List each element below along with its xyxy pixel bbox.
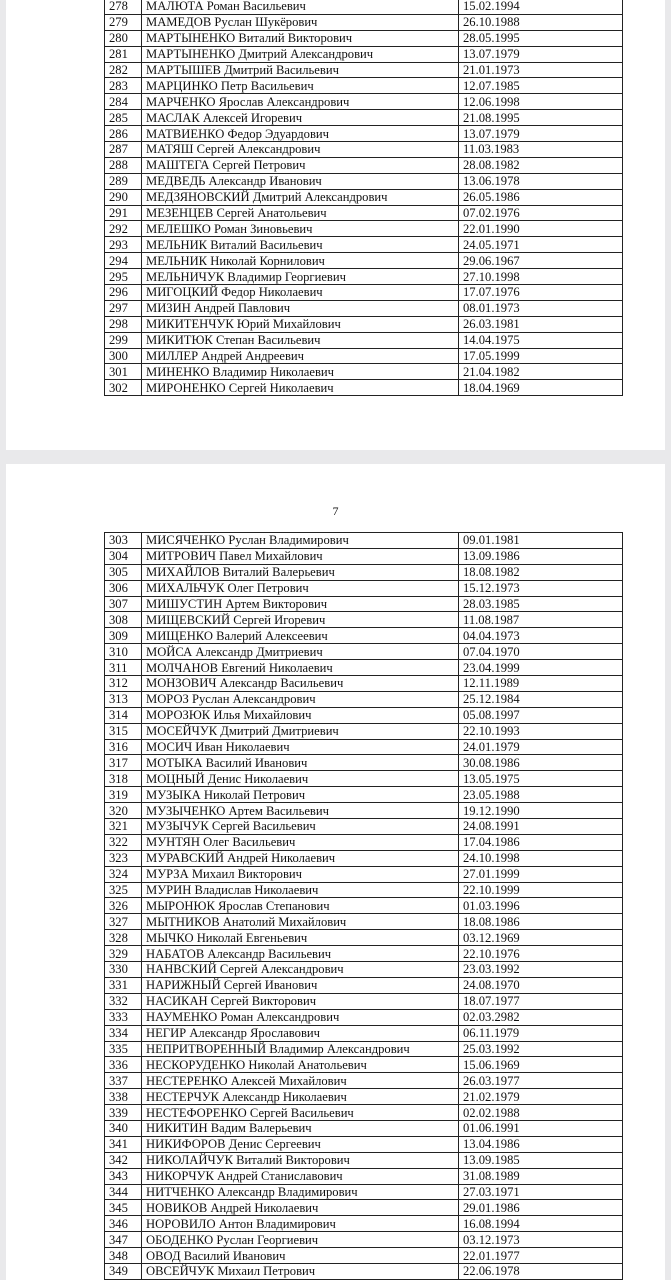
birth-date: 22.10.1993 bbox=[459, 723, 623, 739]
person-name: МУРАВСКИЙ Андрей Николаевич bbox=[142, 850, 459, 866]
birth-date: 24.10.1998 bbox=[459, 850, 623, 866]
row-number: 331 bbox=[105, 977, 142, 993]
birth-date: 17.05.1999 bbox=[459, 348, 623, 364]
row-number: 310 bbox=[105, 644, 142, 660]
row-number: 329 bbox=[105, 946, 142, 962]
table-row bbox=[105, 1232, 623, 1248]
person-name: МИКИТЮК Степан Васильевич bbox=[142, 332, 459, 348]
person-name: МИХАЛЬЧУК Олег Петрович bbox=[142, 580, 459, 596]
birth-date: 01.06.1991 bbox=[459, 1120, 623, 1136]
person-name: НИКИТИН Вадим Валерьевич bbox=[142, 1120, 459, 1136]
birth-date: 03.12.1973 bbox=[459, 1232, 623, 1248]
row-number: 346 bbox=[105, 1216, 142, 1232]
row-number: 339 bbox=[105, 1105, 142, 1121]
row-number: 328 bbox=[105, 930, 142, 946]
table-row bbox=[105, 46, 623, 62]
birth-date: 02.02.1988 bbox=[459, 1105, 623, 1121]
birth-date: 22.10.1976 bbox=[459, 946, 623, 962]
person-name: МИЛЛЕР Андрей Андреевич bbox=[142, 348, 459, 364]
row-number: 314 bbox=[105, 707, 142, 723]
birth-date: 27.10.1998 bbox=[459, 269, 623, 285]
row-number: 317 bbox=[105, 755, 142, 771]
table-row bbox=[105, 628, 623, 644]
row-number: 290 bbox=[105, 189, 142, 205]
birth-date: 01.03.1996 bbox=[459, 898, 623, 914]
table-row bbox=[105, 1025, 623, 1041]
person-name: НЕСТЕФОРЕНКО Сергей Васильевич bbox=[142, 1105, 459, 1121]
person-name: НЕСТЕРЕНКО Алексей Михайлович bbox=[142, 1073, 459, 1089]
table-row bbox=[105, 898, 623, 914]
person-name: МЫРОНЮК Ярослав Степанович bbox=[142, 898, 459, 914]
birth-date: 29.06.1967 bbox=[459, 253, 623, 269]
person-name: МАРЦИНКО Петр Васильевич bbox=[142, 78, 459, 94]
row-number: 282 bbox=[105, 62, 142, 78]
row-number: 343 bbox=[105, 1168, 142, 1184]
person-name: НЕСКОРУДЕНКО Николай Анатольевич bbox=[142, 1057, 459, 1073]
row-number: 278 bbox=[105, 0, 142, 14]
birth-date: 18.08.1986 bbox=[459, 914, 623, 930]
person-name: НИКИФОРОВ Денис Сергеевич bbox=[142, 1136, 459, 1152]
row-number: 284 bbox=[105, 94, 142, 110]
person-name: МИКИТЕНЧУК Юрий Михайлович bbox=[142, 316, 459, 332]
roster-table-page-2 bbox=[104, 532, 623, 1280]
row-number: 312 bbox=[105, 676, 142, 692]
person-name: МУЗЫКА Николай Петрович bbox=[142, 787, 459, 803]
row-number: 309 bbox=[105, 628, 142, 644]
table-row bbox=[105, 707, 623, 723]
person-name: НОВИКОВ Андрей Николаевич bbox=[142, 1200, 459, 1216]
row-number: 299 bbox=[105, 332, 142, 348]
person-name: МАТВИЕНКО Федор Эдуардович bbox=[142, 126, 459, 142]
birth-date: 31.08.1989 bbox=[459, 1168, 623, 1184]
person-name: МОРОЗЮК Илья Михайлович bbox=[142, 707, 459, 723]
row-number: 293 bbox=[105, 237, 142, 253]
birth-date: 13.07.1979 bbox=[459, 126, 623, 142]
person-name: МИЗИН Андрей Павлович bbox=[142, 300, 459, 316]
birth-date: 28.08.1982 bbox=[459, 157, 623, 173]
roster-table-body bbox=[105, 0, 623, 396]
table-row bbox=[105, 1041, 623, 1057]
row-number: 322 bbox=[105, 834, 142, 850]
birth-date: 24.08.1970 bbox=[459, 977, 623, 993]
row-number: 325 bbox=[105, 882, 142, 898]
person-name: МОСИЧ Иван Николаевич bbox=[142, 739, 459, 755]
table-row bbox=[105, 142, 623, 158]
person-name: МОНЗОВИЧ Александр Васильевич bbox=[142, 676, 459, 692]
row-number: 327 bbox=[105, 914, 142, 930]
person-name: МЕДЗЯНОВСКИЙ Дмитрий Александрович bbox=[142, 189, 459, 205]
table-row bbox=[105, 882, 623, 898]
birth-date: 09.01.1981 bbox=[459, 533, 623, 549]
birth-date: 23.03.1992 bbox=[459, 962, 623, 978]
table-row bbox=[105, 644, 623, 660]
birth-date: 28.05.1995 bbox=[459, 30, 623, 46]
table-row bbox=[105, 173, 623, 189]
birth-date: 12.11.1989 bbox=[459, 676, 623, 692]
row-number: 348 bbox=[105, 1248, 142, 1264]
row-number: 305 bbox=[105, 564, 142, 580]
person-name: МИСЯЧЕНКО Руслан Владимирович bbox=[142, 533, 459, 549]
table-row bbox=[105, 1120, 623, 1136]
table-row bbox=[105, 14, 623, 30]
table-row bbox=[105, 660, 623, 676]
person-name: МУЗЫЧЕНКО Артем Васильевич bbox=[142, 803, 459, 819]
person-name: МЕЛЬНИЧУК Владимир Георгиевич bbox=[142, 269, 459, 285]
birth-date: 27.01.1999 bbox=[459, 866, 623, 882]
person-name: МОЦНЫЙ Денис Николаевич bbox=[142, 771, 459, 787]
table-row bbox=[105, 237, 623, 253]
row-number: 337 bbox=[105, 1073, 142, 1089]
table-row bbox=[105, 946, 623, 962]
table-row bbox=[105, 866, 623, 882]
table-row bbox=[105, 332, 623, 348]
person-name: ОВСЕЙЧУК Михаил Петрович bbox=[142, 1263, 459, 1279]
row-number: 323 bbox=[105, 850, 142, 866]
birth-date: 22.06.1978 bbox=[459, 1263, 623, 1279]
table-row bbox=[105, 78, 623, 94]
person-name: МОСЕЙЧУК Дмитрий Дмитриевич bbox=[142, 723, 459, 739]
table-row bbox=[105, 819, 623, 835]
birth-date: 14.04.1975 bbox=[459, 332, 623, 348]
birth-date: 26.10.1988 bbox=[459, 14, 623, 30]
row-number: 318 bbox=[105, 771, 142, 787]
person-name: НЕГИР Александр Ярославович bbox=[142, 1025, 459, 1041]
row-number: 332 bbox=[105, 993, 142, 1009]
person-name: МИШУСТИН Артем Викторович bbox=[142, 596, 459, 612]
row-number: 342 bbox=[105, 1152, 142, 1168]
birth-date: 18.07.1977 bbox=[459, 993, 623, 1009]
table-row bbox=[105, 1200, 623, 1216]
person-name: МОЛЧАНОВ Евгений Николаевич bbox=[142, 660, 459, 676]
table-row bbox=[105, 1263, 623, 1279]
birth-date: 06.11.1979 bbox=[459, 1025, 623, 1041]
birth-date: 29.01.1986 bbox=[459, 1200, 623, 1216]
table-row bbox=[105, 993, 623, 1009]
person-name: НАНВСКИЙ Сергей Александрович bbox=[142, 962, 459, 978]
table-row bbox=[105, 30, 623, 46]
roster-table-body bbox=[105, 533, 623, 1280]
table-row bbox=[105, 1009, 623, 1025]
person-name: МОТЫКА Василий Иванович bbox=[142, 755, 459, 771]
table-row bbox=[105, 1136, 623, 1152]
person-name: МЕЛЬНИК Николай Корнилович bbox=[142, 253, 459, 269]
birth-date: 11.08.1987 bbox=[459, 612, 623, 628]
person-name: МАЛЮТА Роман Васильевич bbox=[142, 0, 459, 14]
birth-date: 11.03.1983 bbox=[459, 142, 623, 158]
document-page-2 bbox=[6, 464, 665, 1280]
birth-date: 13.06.1978 bbox=[459, 173, 623, 189]
table-row bbox=[105, 914, 623, 930]
birth-date: 26.05.1986 bbox=[459, 189, 623, 205]
table-row bbox=[105, 676, 623, 692]
row-number: 287 bbox=[105, 142, 142, 158]
row-number: 297 bbox=[105, 300, 142, 316]
row-number: 341 bbox=[105, 1136, 142, 1152]
person-name: МАТЯШ Сергей Александрович bbox=[142, 142, 459, 158]
person-name: МИНЕНКО Владимир Николаевич bbox=[142, 364, 459, 380]
birth-date: 24.08.1991 bbox=[459, 819, 623, 835]
table-row bbox=[105, 755, 623, 771]
row-number: 307 bbox=[105, 596, 142, 612]
birth-date: 26.03.1981 bbox=[459, 316, 623, 332]
table-row bbox=[105, 723, 623, 739]
person-name: НИТЧЕНКО Александр Владимирович bbox=[142, 1184, 459, 1200]
row-number: 334 bbox=[105, 1025, 142, 1041]
row-number: 311 bbox=[105, 660, 142, 676]
table-row bbox=[105, 380, 623, 396]
row-number: 300 bbox=[105, 348, 142, 364]
birth-date: 13.05.1975 bbox=[459, 771, 623, 787]
table-row bbox=[105, 533, 623, 549]
row-number: 291 bbox=[105, 205, 142, 221]
birth-date: 15.12.1973 bbox=[459, 580, 623, 596]
row-number: 298 bbox=[105, 316, 142, 332]
table-row bbox=[105, 612, 623, 628]
roster-table-page-1 bbox=[104, 0, 623, 396]
person-name: МИЩЕНКО Валерий Алексеевич bbox=[142, 628, 459, 644]
birth-date: 18.04.1969 bbox=[459, 380, 623, 396]
person-name: МУРЗА Михаил Викторович bbox=[142, 866, 459, 882]
row-number: 315 bbox=[105, 723, 142, 739]
table-row bbox=[105, 803, 623, 819]
row-number: 295 bbox=[105, 269, 142, 285]
row-number: 345 bbox=[105, 1200, 142, 1216]
row-number: 324 bbox=[105, 866, 142, 882]
row-number: 321 bbox=[105, 819, 142, 835]
person-name: МАМЕДОВ Руслан Шукёрович bbox=[142, 14, 459, 30]
person-name: ОВОД Василий Иванович bbox=[142, 1248, 459, 1264]
birth-date: 13.07.1979 bbox=[459, 46, 623, 62]
birth-date: 25.12.1984 bbox=[459, 691, 623, 707]
table-row bbox=[105, 771, 623, 787]
row-number: 326 bbox=[105, 898, 142, 914]
table-row bbox=[105, 564, 623, 580]
birth-date: 28.03.1985 bbox=[459, 596, 623, 612]
person-name: МИЩЕВСКИЙ Сергей Игоревич bbox=[142, 612, 459, 628]
row-number: 279 bbox=[105, 14, 142, 30]
person-name: МУРИН Владислав Николаевич bbox=[142, 882, 459, 898]
table-row bbox=[105, 962, 623, 978]
table-row bbox=[105, 1089, 623, 1105]
table-row bbox=[105, 930, 623, 946]
birth-date: 22.01.1977 bbox=[459, 1248, 623, 1264]
table-row bbox=[105, 1248, 623, 1264]
birth-date: 19.12.1990 bbox=[459, 803, 623, 819]
document-page-1 bbox=[6, 0, 665, 450]
birth-date: 25.03.1992 bbox=[459, 1041, 623, 1057]
row-number: 306 bbox=[105, 580, 142, 596]
birth-date: 17.04.1986 bbox=[459, 834, 623, 850]
person-name: МОЙСА Александр Дмитриевич bbox=[142, 644, 459, 660]
table-row bbox=[105, 189, 623, 205]
table-row bbox=[105, 1168, 623, 1184]
row-number: 301 bbox=[105, 364, 142, 380]
table-row bbox=[105, 977, 623, 993]
person-name: МУНТЯН Олег Васильевич bbox=[142, 834, 459, 850]
row-number: 288 bbox=[105, 157, 142, 173]
table-row bbox=[105, 205, 623, 221]
birth-date: 04.04.1973 bbox=[459, 628, 623, 644]
table-row bbox=[105, 269, 623, 285]
birth-date: 13.09.1985 bbox=[459, 1152, 623, 1168]
row-number: 285 bbox=[105, 110, 142, 126]
person-name: МИРОНЕНКО Сергей Николаевич bbox=[142, 380, 459, 396]
person-name: МЫЧКО Николай Евгеньевич bbox=[142, 930, 459, 946]
person-name: МАШТЕГА Сергей Петрович bbox=[142, 157, 459, 173]
person-name: МЫТНИКОВ Анатолий Михайлович bbox=[142, 914, 459, 930]
person-name: НАРИЖНЫЙ Сергей Иванович bbox=[142, 977, 459, 993]
row-number: 308 bbox=[105, 612, 142, 628]
person-name: МЕЛЬНИК Виталий Васильевич bbox=[142, 237, 459, 253]
table-row bbox=[105, 62, 623, 78]
person-name: МИХАЙЛОВ Виталий Валерьевич bbox=[142, 564, 459, 580]
row-number: 320 bbox=[105, 803, 142, 819]
row-number: 283 bbox=[105, 78, 142, 94]
person-name: НОРОВИЛО Антон Владимирович bbox=[142, 1216, 459, 1232]
person-name: НАУМЕНКО Роман Александрович bbox=[142, 1009, 459, 1025]
row-number: 280 bbox=[105, 30, 142, 46]
person-name: МЕЛЕШКО Роман Зиновьевич bbox=[142, 221, 459, 237]
row-number: 281 bbox=[105, 46, 142, 62]
person-name: НЕСТЕРЧУК Александр Николаевич bbox=[142, 1089, 459, 1105]
person-name: МЕЗЕНЦЕВ Сергей Анатольевич bbox=[142, 205, 459, 221]
table-row bbox=[105, 157, 623, 173]
person-name: НАСИКАН Сергей Викторович bbox=[142, 993, 459, 1009]
birth-date: 30.08.1986 bbox=[459, 755, 623, 771]
birth-date: 26.03.1977 bbox=[459, 1073, 623, 1089]
person-name: МУЗЫЧУК Сергей Васильевич bbox=[142, 819, 459, 835]
table-row bbox=[105, 1073, 623, 1089]
person-name: МИГОЦКИЙ Федор Николаевич bbox=[142, 285, 459, 301]
row-number: 313 bbox=[105, 691, 142, 707]
table-row bbox=[105, 0, 623, 14]
row-number: 302 bbox=[105, 380, 142, 396]
table-row bbox=[105, 110, 623, 126]
table-row bbox=[105, 787, 623, 803]
table-row bbox=[105, 364, 623, 380]
person-name: МАРЧЕНКО Ярослав Александрович bbox=[142, 94, 459, 110]
birth-date: 15.06.1969 bbox=[459, 1057, 623, 1073]
person-name: МАСЛАК Алексей Игоревич bbox=[142, 110, 459, 126]
table-row bbox=[105, 221, 623, 237]
row-number: 304 bbox=[105, 548, 142, 564]
row-number: 316 bbox=[105, 739, 142, 755]
row-number: 333 bbox=[105, 1009, 142, 1025]
birth-date: 24.01.1979 bbox=[459, 739, 623, 755]
row-number: 286 bbox=[105, 126, 142, 142]
person-name: МАРТЫНЕНКО Виталий Викторович bbox=[142, 30, 459, 46]
table-row bbox=[105, 285, 623, 301]
row-number: 289 bbox=[105, 173, 142, 189]
table-row bbox=[105, 580, 623, 596]
person-name: МИТРОВИЧ Павел Михайлович bbox=[142, 548, 459, 564]
person-name: НАБАТОВ Александр Васильевич bbox=[142, 946, 459, 962]
table-row bbox=[105, 596, 623, 612]
birth-date: 23.05.1988 bbox=[459, 787, 623, 803]
table-row bbox=[105, 691, 623, 707]
person-name: МАРТЫНЕНКО Дмитрий Александрович bbox=[142, 46, 459, 62]
row-number: 292 bbox=[105, 221, 142, 237]
table-row bbox=[105, 348, 623, 364]
birth-date: 12.07.1985 bbox=[459, 78, 623, 94]
page-number: 7 bbox=[332, 504, 339, 518]
birth-date: 07.02.1976 bbox=[459, 205, 623, 221]
birth-date: 21.01.1973 bbox=[459, 62, 623, 78]
row-number: 338 bbox=[105, 1089, 142, 1105]
birth-date: 13.04.1986 bbox=[459, 1136, 623, 1152]
person-name: МАРТЫШЕВ Дмитрий Васильевич bbox=[142, 62, 459, 78]
birth-date: 22.01.1990 bbox=[459, 221, 623, 237]
person-name: ОБОДЕНКО Руслан Георгиевич bbox=[142, 1232, 459, 1248]
person-name: МОРОЗ Руслан Александрович bbox=[142, 691, 459, 707]
birth-date: 21.04.1982 bbox=[459, 364, 623, 380]
table-row bbox=[105, 1216, 623, 1232]
person-name: НЕПРИТВОРЕННЫЙ Владимир Александрович bbox=[142, 1041, 459, 1057]
row-number: 336 bbox=[105, 1057, 142, 1073]
table-row bbox=[105, 739, 623, 755]
table-row bbox=[105, 548, 623, 564]
row-number: 347 bbox=[105, 1232, 142, 1248]
birth-date: 18.08.1982 bbox=[459, 564, 623, 580]
birth-date: 08.01.1973 bbox=[459, 300, 623, 316]
birth-date: 27.03.1971 bbox=[459, 1184, 623, 1200]
table-row bbox=[105, 1057, 623, 1073]
birth-date: 12.06.1998 bbox=[459, 94, 623, 110]
birth-date: 07.04.1970 bbox=[459, 644, 623, 660]
birth-date: 16.08.1994 bbox=[459, 1216, 623, 1232]
birth-date: 13.09.1986 bbox=[459, 548, 623, 564]
table-row bbox=[105, 1152, 623, 1168]
table-row bbox=[105, 253, 623, 269]
table-row bbox=[105, 300, 623, 316]
row-number: 296 bbox=[105, 285, 142, 301]
row-number: 294 bbox=[105, 253, 142, 269]
birth-date: 21.08.1995 bbox=[459, 110, 623, 126]
row-number: 344 bbox=[105, 1184, 142, 1200]
birth-date: 05.08.1997 bbox=[459, 707, 623, 723]
person-name: НИКОЛАЙЧУК Виталий Викторович bbox=[142, 1152, 459, 1168]
table-row bbox=[105, 1105, 623, 1121]
row-number: 349 bbox=[105, 1263, 142, 1279]
table-row bbox=[105, 850, 623, 866]
table-row bbox=[105, 126, 623, 142]
birth-date: 24.05.1971 bbox=[459, 237, 623, 253]
birth-date: 22.10.1999 bbox=[459, 882, 623, 898]
row-number: 319 bbox=[105, 787, 142, 803]
row-number: 340 bbox=[105, 1120, 142, 1136]
table-row bbox=[105, 316, 623, 332]
birth-date: 03.12.1969 bbox=[459, 930, 623, 946]
table-row bbox=[105, 1184, 623, 1200]
birth-date: 21.02.1979 bbox=[459, 1089, 623, 1105]
birth-date: 15.02.1994 bbox=[459, 0, 623, 14]
table-row bbox=[105, 94, 623, 110]
table-row bbox=[105, 834, 623, 850]
row-number: 335 bbox=[105, 1041, 142, 1057]
birth-date: 02.03.2982 bbox=[459, 1009, 623, 1025]
row-number: 330 bbox=[105, 962, 142, 978]
birth-date: 23.04.1999 bbox=[459, 660, 623, 676]
person-name: МЕДВЕДЬ Александр Иванович bbox=[142, 173, 459, 189]
birth-date: 17.07.1976 bbox=[459, 285, 623, 301]
row-number: 303 bbox=[105, 533, 142, 549]
person-name: НИКОРЧУК Андрей Станиславович bbox=[142, 1168, 459, 1184]
